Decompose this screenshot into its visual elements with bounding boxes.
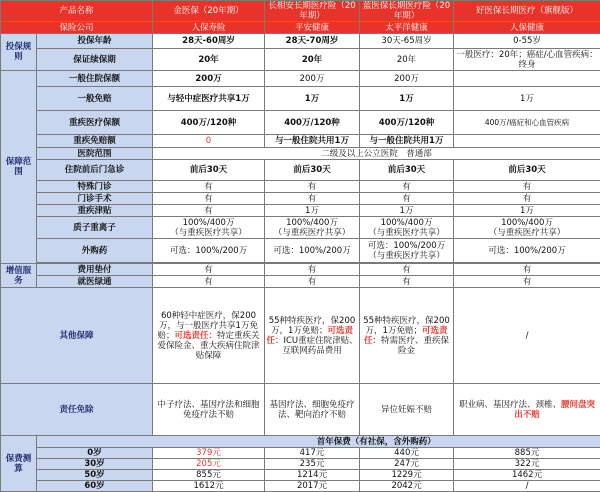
deductible-p1: 与轻中症医疗共享1万 [153,87,265,111]
premium-age-0: 0岁 [37,448,153,459]
renew-p2: 20年 [265,49,360,71]
drug-p1: 可选：100%/200万 [153,239,265,263]
product-name-2: 长相安长期医疗险（20年期） [265,1,360,22]
drug-p4: 可选：100%/200万 [454,239,600,263]
other-p2-optional: 可选责任： [266,325,353,346]
premium-age-60: 60岁 [37,481,153,492]
severe-p3: 400万/120种 [360,111,454,135]
category-other: 其他保障 [1,288,153,384]
renew-p4: 一般医疗：20年；癌症/心血管疾病：终身 [454,49,600,71]
insurer-4: 人保健康 [454,22,600,34]
premium-0-p3: 440元 [360,448,454,459]
row-label-drug: 外购药 [37,239,153,263]
category-rules: 投保规则 [1,34,37,71]
proton-p2-line1: 100%/400万 [286,217,338,228]
allowance-p2: 1万 [265,205,360,217]
advance-p2: 有 [265,264,360,276]
category-scope: 保障范围 [1,71,37,264]
prepost-p1: 前后30天 [153,160,265,181]
category-exempt: 责任免除 [1,384,153,436]
severe-deductible-p2: 与一般住院共用1万 [265,135,360,148]
other-p3-optional-text: 特需医疗、重疾保险金 [381,335,450,356]
severe-p2: 400万/120种 [265,111,360,135]
proton-p3 [360,217,454,239]
proton-p3-line2: （与重疾医疗共享） [368,227,445,238]
premium-age-50: 50岁 [37,470,153,481]
insurer-label: 保险公司 [1,22,153,34]
row-label-deductible: 一般免赔 [37,87,153,111]
premium-30-p2: 235元 [265,459,360,470]
exempt-p1: 中子疗法、基因疗法和细胞免疫疗法不赔 [153,384,265,436]
other-p3-optional: 可选责任： [364,325,448,346]
product-name-3: 蓝医保长期医疗险（20年期） [360,1,454,22]
surgery-p4: 有 [454,193,600,205]
renew-p1: 20年 [153,49,265,71]
premium-60-p1: 1612元 [153,481,265,492]
product-name-4: 好医保长期医疗（旗舰版） [454,1,600,22]
general-p2: 200万 [265,71,360,87]
deductible-p4: 1万 [454,87,600,111]
severe-deductible-p4 [454,135,600,148]
insurer-1: 人保寿险 [153,22,265,34]
green-p1: 有 [153,276,265,288]
allowance-p3: 1万 [360,205,454,217]
green-p2: 有 [265,276,360,288]
special-p4: 有 [454,181,600,193]
category-value: 增值服务 [1,264,37,288]
allowance-p1: 有 [153,205,265,217]
deductible-p3: 1万 [360,87,454,111]
proton-p1-line2: （与重疾医疗共享） [170,227,247,238]
product-name-1: 金医保（20年期） [153,1,265,22]
drug-p2: 可选：100%/200万 [265,239,360,263]
exempt-p2: 基因疗法、细胞免疫疗法、靶向治疗不赔 [265,384,360,436]
row-label-special: 特殊门诊 [37,181,153,193]
proton-p4 [454,217,600,239]
row-label-severe: 重疾医疗保额 [37,111,153,135]
other-p2-text: 55种特疾医疗，保200万，1万免赔； [268,315,356,336]
row-label-prepost: 住院前后门急诊 [37,160,153,181]
other-p1-optional-text: 特定重疾关爱保险金、重大疾病住院津贴保障 [157,330,260,361]
surgery-p2: 有 [265,193,360,205]
premium-60-p4: / [454,481,600,492]
other-p1-text: 60种轻中症医疗，保200万，与一般医疗共享1万免赔； [157,310,258,341]
premium-50-p1: 855元 [153,470,265,481]
other-p2 [265,288,360,384]
severe-p1: 400万/120种 [153,111,265,135]
row-label-green: 就医绿通 [37,276,153,288]
general-p3: 200万 [360,71,454,87]
prepost-p2: 前后30天 [265,160,360,181]
exempt-p4-text: 职业病、基因疗法、颈椎、 [459,399,562,410]
premium-50-p2: 1214元 [265,470,360,481]
premium-age-30: 30岁 [37,459,153,470]
premium-title: 首年保费（有社保，含外购药） [153,436,600,448]
drug-p3-line2: （与重疾医疗共享） [368,250,445,261]
proton-p2 [265,217,360,239]
proton-p4-line1: 100%/400万 [501,217,553,228]
age-p1: 28天-60周岁 [153,34,265,49]
row-label-general: 一般住院保额 [37,71,153,87]
severe-deductible-p3: 与一般住院共用1万 [360,135,454,148]
prepost-p4: 前后30天 [454,160,600,181]
severe-p4: 400万/癌症和心血管疾病 [454,111,600,135]
other-p3 [360,288,454,384]
green-p4: 有 [454,276,600,288]
other-p1 [153,288,265,384]
premium-0-p1: 379元 [153,448,265,459]
proton-p4-line2: （与重疾医疗共享） [488,227,566,238]
age-p2: 28天-70周岁 [265,34,360,49]
special-p2: 有 [265,181,360,193]
proton-p1-line1: 100%/400万 [182,217,235,228]
premium-60-p3: 2042元 [360,481,454,492]
drug-p3-line1: 可选：100%/200万 [367,240,446,251]
other-p2-optional-text: ICU重症住院津贴、互联网药品费用 [282,335,358,356]
row-label-renew: 保证续保期 [37,49,153,71]
general-p4 [454,71,600,87]
renew-p3: 20年 [360,49,454,71]
other-p4: / [454,288,600,384]
category-price: 保费测算 [1,436,37,492]
premium-0-p4: 885元 [454,448,600,459]
row-label-proton: 质子重离子 [37,217,153,239]
surgery-p3: 有 [360,193,454,205]
advance-p4: 有 [454,264,600,276]
age-p4: 0-55岁 [454,34,600,49]
premium-30-p3: 247元 [360,459,454,470]
hospital-range: 二级及以上公立医院 普通部 [153,148,600,160]
severe-deductible-p1: 0 [153,135,265,148]
row-label-age: 投保年龄 [37,34,153,49]
premium-60-p2: 2017元 [265,481,360,492]
proton-p3-line1: 100%/400万 [380,217,433,228]
advance-p3: 有 [360,264,454,276]
surgery-p1: 有 [153,193,265,205]
insurer-3: 太平洋健康 [360,22,454,34]
deductible-p2: 1万 [265,87,360,111]
row-label-hospital: 医院范围 [37,148,153,160]
general-p1: 200万 [153,71,265,87]
header-label: 产品名称 [1,1,153,22]
premium-50-p3: 1229元 [360,470,454,481]
row-label-severe-deductible: 重疾免赔额 [37,135,153,148]
row-label-advance: 费用垫付 [37,264,153,276]
premium-50-p4: 1462元 [454,470,600,481]
allowance-p4: 1万 [454,205,600,217]
proton-p2-line2: （与重疾医疗共享） [273,227,351,238]
exempt-p4-highlight: 腰间盘突出不赔 [514,399,596,420]
green-p3: 有 [360,276,454,288]
advance-p1: 有 [153,264,265,276]
insurer-2: 平安健康 [265,22,360,34]
premium-0-p2: 417元 [265,448,360,459]
age-p3: 30天-65周岁 [360,34,454,49]
special-p1: 有 [153,181,265,193]
exempt-p3: 异位妊娠不赔 [360,384,454,436]
special-p3: 有 [360,181,454,193]
premium-30-p4: 322元 [454,459,600,470]
row-label-allowance: 重疾津贴 [37,205,153,217]
other-p1-optional: 可选责任： [174,330,218,341]
prepost-p3: 前后30天 [360,160,454,181]
proton-p1 [153,217,265,239]
other-p3-text: 55种特疾医疗，保200万，1万免赔； [363,315,450,336]
exempt-p4 [454,384,600,436]
premium-spacer [37,436,153,448]
drug-p3 [360,239,454,263]
premium-30-p1: 205元 [153,459,265,470]
row-label-surgery: 门诊手术 [37,193,153,205]
